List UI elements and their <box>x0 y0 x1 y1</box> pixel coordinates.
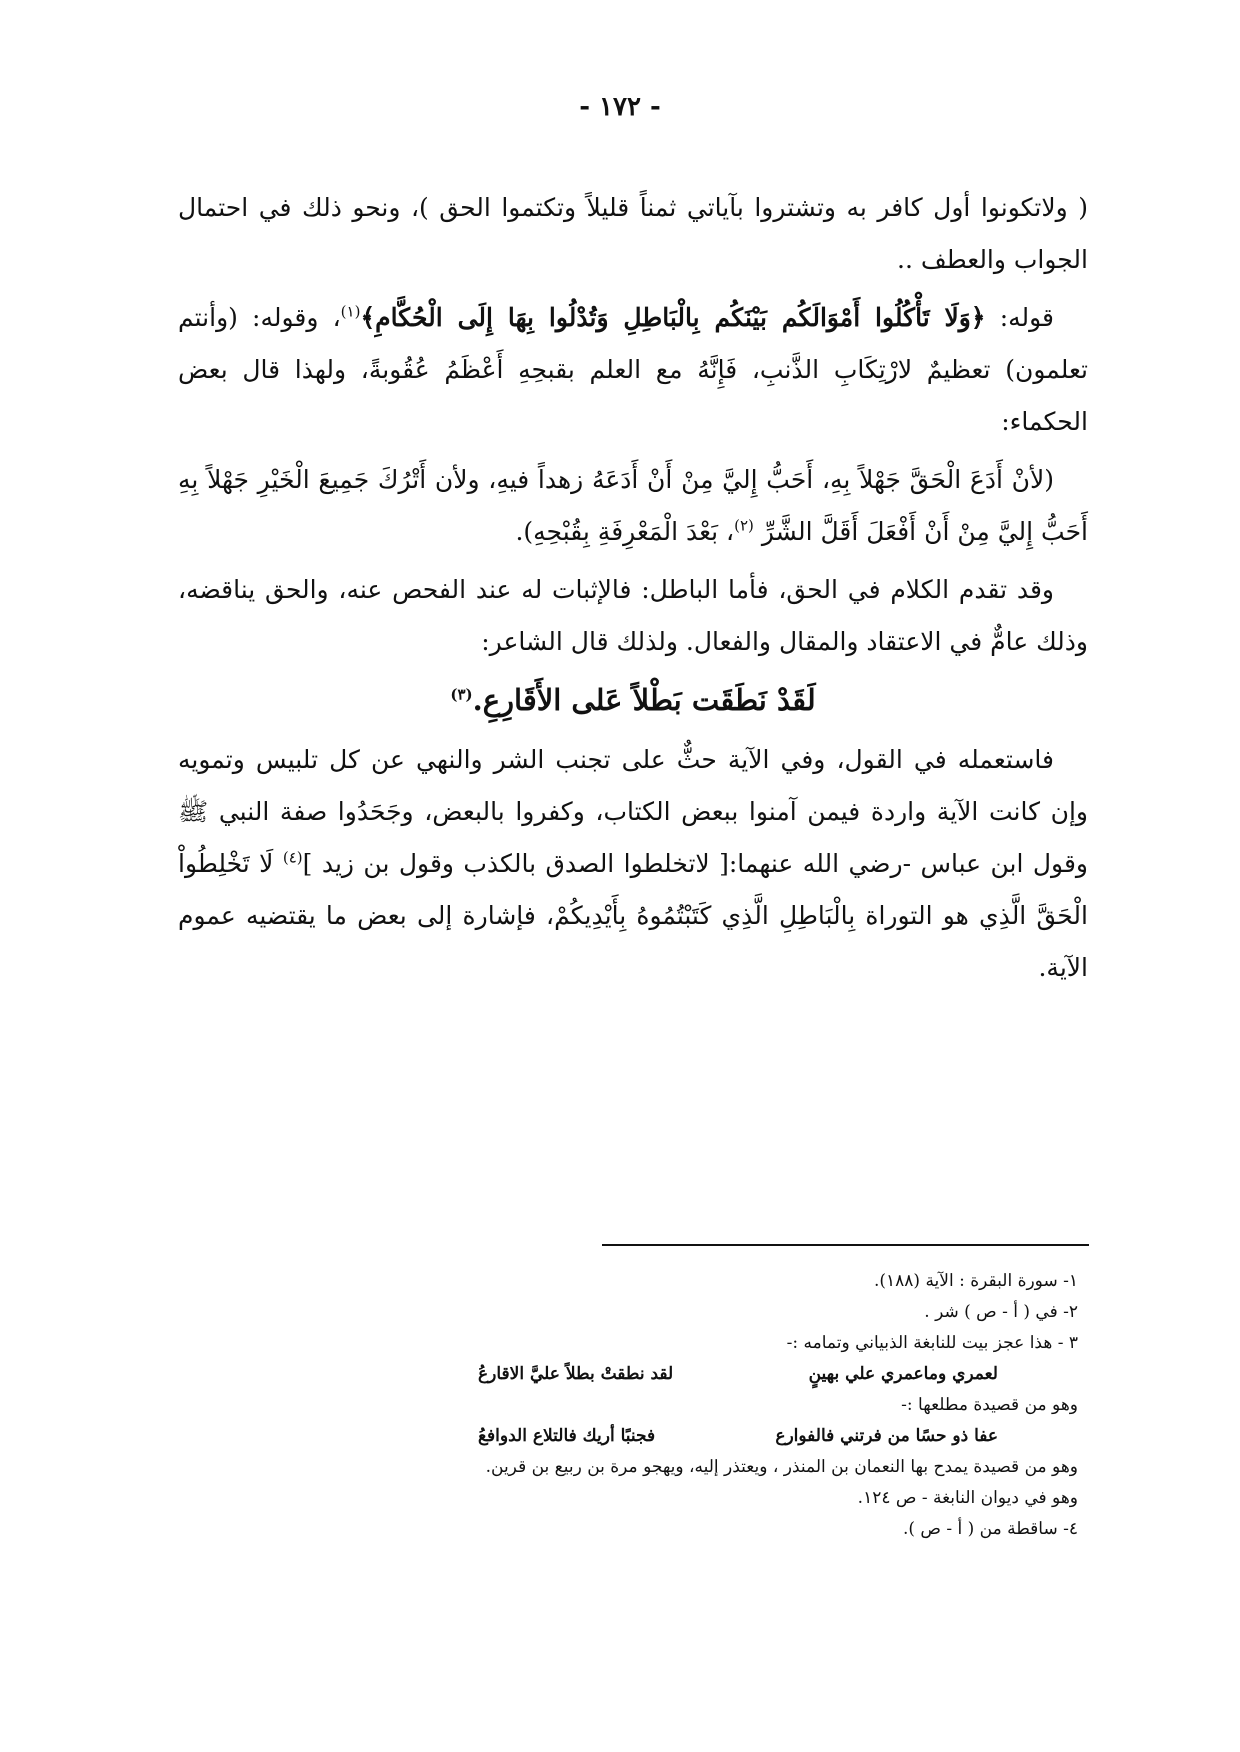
paragraph-2 <box>178 292 1088 448</box>
footnote-ref-2: (٢) <box>734 516 754 535</box>
footnote-3: ٣ - هذا عجز بيت للنابغة الذبياني وتمامه :- <box>786 1333 1078 1353</box>
footnote-3-opening-verse <box>478 1421 998 1452</box>
paragraph-2-intro: قوله: <box>999 303 1055 332</box>
paragraph-3 <box>178 454 1088 558</box>
paragraph-2-rest: ، وقوله: (وأنتم تعلمون) تعظيمٌ لارْتِكَابِ الذَّنبِ، فَإِنَّهُ مع العلم بقبحِهِ أَعْظَمُ عُقُوبةً، ولهذا قال بعض الحكماء: <box>178 303 1088 436</box>
paragraph-5-main: فاستعمله في القول، وفي الآية حثٌّ على تجنب الشر والنهي عن كل تلبيس وتمويه وإن كانت الآية واردة فيمن آمنوا ببعض الكتاب، وكفروا بالبعض، وجَحَدُوا صفة النبي ﷺ وقول ابن عباس -رضي الله عنهما:[ لاتخلطوا الصدق بالكذب وقول بن زيد ] <box>178 745 1088 878</box>
footnote-3-opening-2: فجنبًا أريك فالتلاع الدوافعُ <box>478 1426 656 1446</box>
poetry-verse <box>178 674 1088 726</box>
footnote-ref-4: (٤) <box>282 848 303 867</box>
paragraph-3-end: ، بَعْدَ الْمَعْرِفَةِ بِقُبْحِهِ). <box>515 517 735 546</box>
paragraph-1: ( ولاتكونوا أول كافر به وتشتروا بآياتي ثمناً قليلاً وتكتموا الحق )، ونحو ذلك في احتمال الجواب والعطف .. <box>178 193 1088 274</box>
footnote-ref-1: (١) <box>340 302 361 321</box>
footnote-3-context: وهو من قصيدة يمدح بها النعمان بن المنذر ، ويعتذر إليه، ويهجو مرة بن ربيع بن قرين. <box>485 1457 1078 1477</box>
footnote-4: ٤- ساقطة من ( أ - ص ). <box>902 1519 1078 1539</box>
page-number: - ١٧٢ - <box>579 92 661 122</box>
paragraph-4: وقد تقدم الكلام في الحق، فأما الباطل: فالإثبات له عند الفحص عنه، والحق يناقضه، وذلك عامٌّ في الاعتقاد والمقال والفعال. ولذلك قال الشاعر: <box>178 575 1088 656</box>
paragraph-5 <box>178 734 1088 994</box>
footnote-1: ١- سورة البقرة : الآية (١٨٨). <box>873 1271 1078 1291</box>
footnote-3-intro: وهو من قصيدة مطلعها :- <box>901 1395 1078 1415</box>
footnote-3-verse <box>478 1359 998 1390</box>
footnotes <box>178 1266 1078 1545</box>
footnote-3-hemistich-2: لقد نطقتْ بطلاً عليَّ الاقارعُ <box>478 1364 674 1384</box>
footnote-divider <box>602 1244 1089 1246</box>
footnote-ref-3: (٣) <box>450 685 473 704</box>
footnote-3-opening-1: عفا ذو حسًا من فرتني فالفوارع <box>775 1426 998 1446</box>
main-text <box>178 182 1088 1000</box>
footnote-3-source: وهو في ديوان النابغة - ص ١٢٤. <box>857 1488 1078 1508</box>
paragraph-5-end: لَا تَخْلِطُواْ الْحَقَّ الَّذِي هو التوراة بِالْبَاطِلِ الَّذِي كَتَبْتُمُوهُ بِأَيْدِيكُمْ، فإشارة إلى بعض ما يقتضيه عموم الآية. <box>178 849 1088 982</box>
footnote-3-hemistich-1: لعمري وماعمري علي بهينٍ <box>808 1364 998 1384</box>
poetry-verse-text: لَقَدْ نَطَقَت بَطْلاً عَلى الأَقَارِعِ. <box>472 683 816 717</box>
footnote-2: ٢- في ( أ - ص ) شر . <box>924 1302 1078 1322</box>
paragraph-3-main: (لأنْ أَدَعَ الْحَقَّ جَهْلاً بِهِ، أَحَبُّ إِليَّ مِنْ أَنْ أَدَعَهُ زهداً فيهِ، ولأن أَتْرُكَ جَمِيعَ الْخَيْرِ جَهْلاً بِهِ أَحَبُّ إِليَّ مِنْ أَنْ أَفْعَلَ أَقَلَّ الشَّرِّ <box>178 465 1088 546</box>
quran-verse: ﴿وَلَا تَأْكُلُوا أَمْوَالَكُم بَيْنَكُم بِالْبَاطِلِ وَتُدْلُوا بِهَا إِلَى الْحُكَّامِ﴾ <box>360 303 986 332</box>
